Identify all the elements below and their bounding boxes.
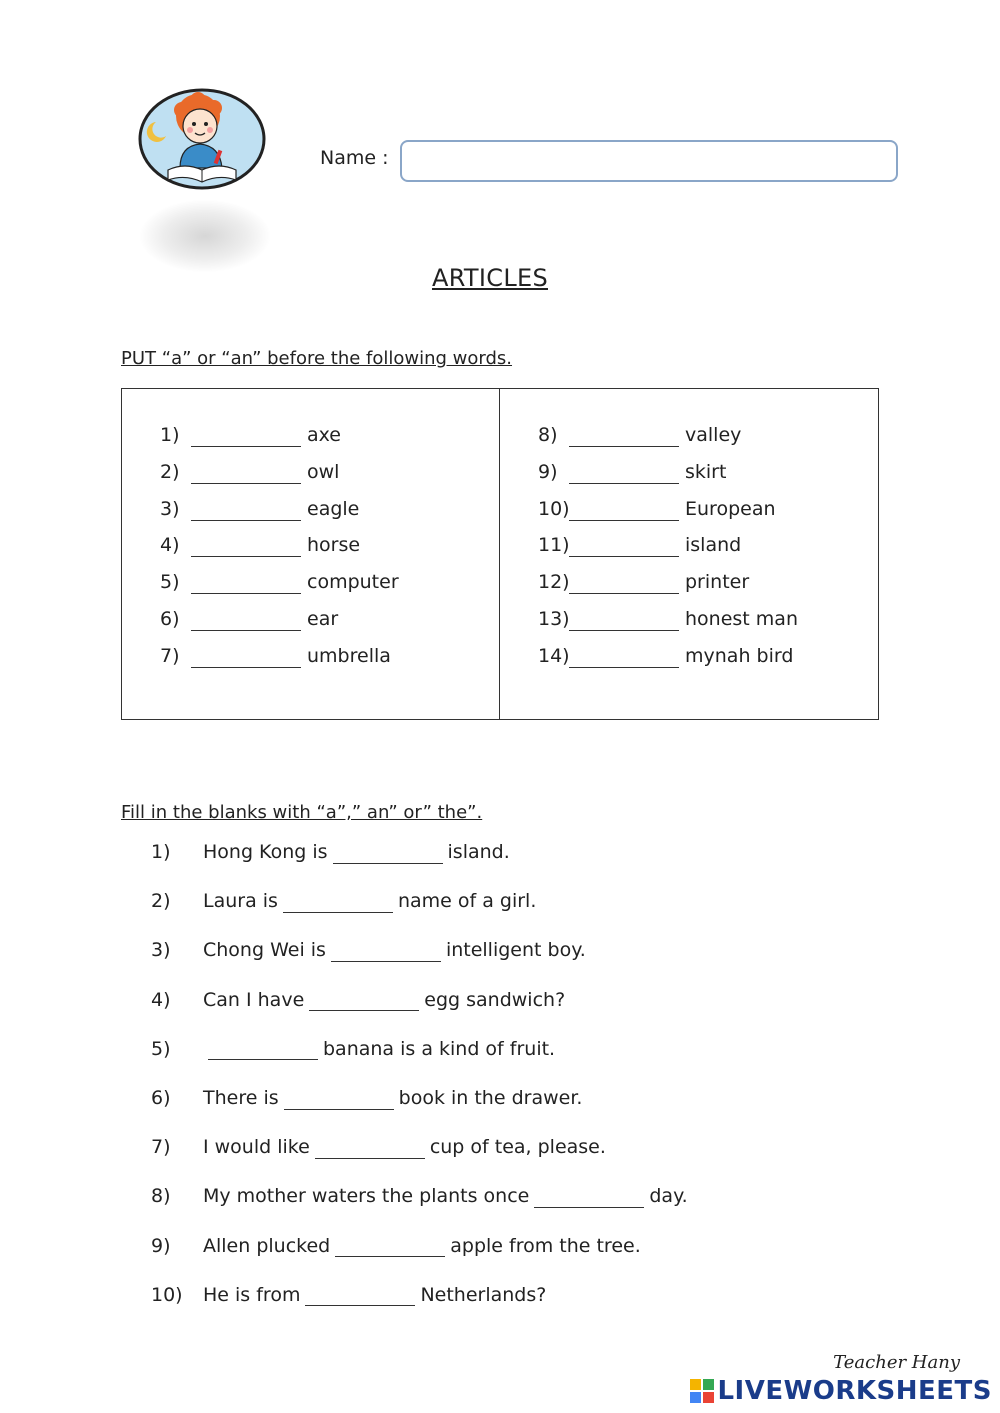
sentence-number: 8) [151, 1185, 171, 1208]
item-number: 5) [160, 571, 180, 594]
item-number: 6) [160, 608, 180, 630]
sentence-blank[interactable] [335, 1236, 445, 1257]
word-item [0, 461, 1000, 487]
item-number: 1) [160, 424, 180, 446]
sentence-text [203, 1038, 555, 1061]
sentence-item [151, 939, 951, 965]
sentence-blank[interactable] [333, 843, 443, 864]
name-label: Name : [320, 147, 389, 169]
sentence-number: 9) [151, 1234, 171, 1257]
item-word: owl [307, 460, 340, 483]
sentence-before: My mother waters the plants once [203, 1185, 530, 1208]
sentence-text [203, 1284, 546, 1307]
item-word: axe [307, 424, 341, 446]
sentence-after: cup of tea, please. [429, 1136, 606, 1159]
teacher-signature: Teacher Hany [833, 1352, 960, 1373]
sentence-number: 4) [151, 988, 171, 1011]
item-number: 4) [160, 534, 180, 557]
item-word: European [685, 497, 776, 520]
sentence-item [151, 989, 951, 1015]
sentence-item [151, 1185, 951, 1211]
sentence-number: 1) [151, 841, 171, 863]
sentence-after: name of a girl. [397, 890, 537, 913]
sentence-blank[interactable] [283, 892, 393, 913]
sentence-blank[interactable] [315, 1138, 425, 1159]
sentence-after: intelligent boy. [445, 939, 586, 962]
item-number: 7) [160, 644, 180, 667]
sentence-number: 10) [151, 1283, 183, 1306]
sentence-after: island. [447, 841, 510, 863]
sentence-number: 6) [151, 1087, 171, 1109]
sentence-before: I would like [203, 1136, 310, 1159]
item-number: 13) [538, 608, 570, 630]
sentence-before: Can I have [203, 988, 305, 1011]
item-number: 14) [538, 644, 570, 667]
item-word: skirt [685, 460, 727, 483]
sentence-before: Allen plucked [203, 1234, 331, 1257]
sentence-number: 7) [151, 1136, 171, 1159]
item-word: computer [307, 571, 399, 594]
item-word: horse [307, 534, 361, 557]
sentence-item [151, 841, 951, 867]
sentence-text [203, 1087, 582, 1110]
sentence-after: day. [649, 1185, 688, 1208]
liveworksheets-text: LIVEWORKSHEETS [717, 1376, 992, 1406]
sentence-blank[interactable] [331, 941, 441, 962]
item-word: valley [685, 424, 742, 446]
answer-blank[interactable] [569, 610, 679, 631]
item-number: 2) [160, 460, 180, 483]
word-item [0, 608, 1000, 634]
sentence-blank[interactable] [284, 1089, 394, 1110]
item-word: ear [307, 608, 339, 630]
item-word: eagle [307, 497, 360, 520]
boy-reading-icon [138, 88, 266, 190]
sentence-blank[interactable] [305, 1285, 415, 1306]
instruction-fill-blanks: Fill in the blanks with “a”,” an” or” the”. [121, 802, 483, 823]
sentence-item [151, 890, 951, 916]
item-number: 8) [538, 424, 558, 446]
page-title: ARTICLES [431, 264, 548, 292]
sentence-text [203, 989, 565, 1012]
sentence-after: banana is a kind of fruit. [323, 1037, 556, 1060]
name-input[interactable] [400, 140, 898, 182]
word-item [0, 571, 1000, 597]
item-number: 10) [538, 497, 570, 520]
item-word: island [685, 534, 742, 557]
item-word: honest man [685, 608, 798, 630]
sentence-item [151, 1235, 951, 1261]
item-number: 3) [160, 497, 180, 520]
word-item [0, 534, 1000, 560]
sentence-before: Hong Kong is [203, 841, 328, 863]
item-number: 9) [538, 460, 558, 483]
sentence-item [151, 1038, 951, 1064]
liveworksheets-badge-icon [689, 1378, 715, 1404]
item-number: 12) [538, 571, 570, 594]
sentence-blank[interactable] [534, 1187, 644, 1208]
answer-blank[interactable] [569, 463, 679, 484]
answer-blank[interactable] [569, 426, 679, 447]
sentence-number: 5) [151, 1037, 171, 1060]
word-item [0, 498, 1000, 524]
answer-blank[interactable] [569, 500, 679, 521]
item-number: 11) [538, 534, 570, 557]
sentence-blank[interactable] [309, 990, 419, 1011]
sentence-blank[interactable] [208, 1039, 318, 1060]
sentence-before: There is [203, 1087, 279, 1109]
sentence-after: book in the drawer. [398, 1087, 583, 1109]
sentence-item [151, 1284, 951, 1310]
sentence-item [151, 1087, 951, 1113]
sentence-text [203, 1185, 688, 1208]
sentence-text [203, 841, 510, 864]
answer-blank[interactable] [569, 573, 679, 594]
sentence-before: Chong Wei is [203, 939, 326, 962]
sentence-after: apple from the tree. [450, 1234, 641, 1257]
sentence-item [151, 1136, 951, 1162]
sentence-text [203, 1136, 606, 1159]
sentence-text [203, 1235, 641, 1258]
sentence-before: He is from [203, 1283, 301, 1306]
avatar-shadow [140, 200, 270, 272]
item-word: printer [685, 571, 750, 594]
liveworksheets-logo [689, 1376, 992, 1406]
word-item [0, 424, 1000, 450]
answer-blank[interactable] [569, 647, 679, 668]
sentence-number: 2) [151, 890, 171, 913]
item-word: umbrella [307, 644, 391, 667]
sentence-after: Netherlands? [420, 1283, 547, 1306]
instruction-a-an: PUT “a” or “an” before the following words. [121, 348, 513, 369]
item-word: mynah bird [685, 644, 794, 667]
sentence-before: Laura is [203, 890, 278, 913]
word-item [0, 645, 1000, 671]
sentence-after: egg sandwich? [424, 988, 566, 1011]
answer-blank[interactable] [569, 536, 679, 557]
sentence-text [203, 939, 586, 962]
sentence-number: 3) [151, 939, 171, 962]
sentence-text [203, 890, 536, 913]
